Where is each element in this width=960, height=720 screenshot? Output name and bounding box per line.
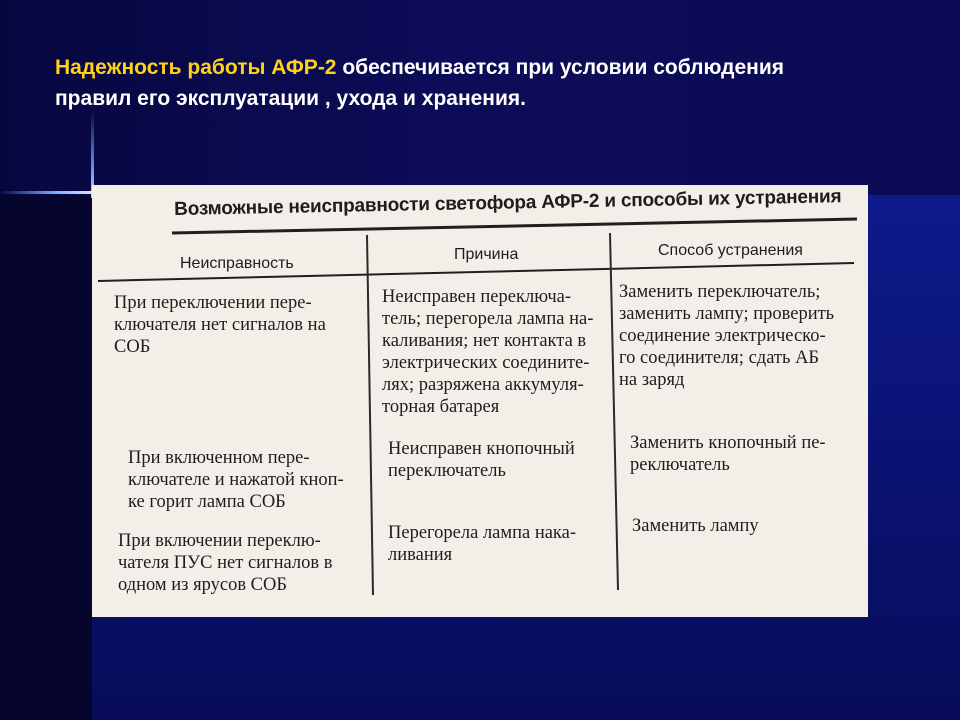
heading-highlight: Надежность работы АФР-2 <box>55 56 337 79</box>
cell-fault-2: При включенном пере- ключателе и нажатой кноп- ке горит лампа СОБ <box>128 448 344 512</box>
col-header-fault: Неисправность <box>180 255 294 272</box>
table-title: Возможные неисправности светофора АФР-2 и способы их устранения <box>174 186 842 220</box>
cell-fix-3: Заменить лампу <box>632 516 759 536</box>
scanned-table-image <box>92 185 868 617</box>
cell-cause-1: Неисправен переключа- тель; перегорела лампа на- каливания; нет контакта в электрических соедините- лях; разряжена аккумуля- торная батарея <box>382 287 594 417</box>
left-margin-band <box>0 195 92 720</box>
cell-cause-2: Неисправен кнопочный переключатель <box>388 439 575 481</box>
rule-top <box>172 219 857 233</box>
col-divider-1 <box>367 235 373 595</box>
slide-heading <box>55 52 915 114</box>
cell-cause-3: Перегорела лампа нака- ливания <box>388 523 577 565</box>
heading-line-2: правил его эксплуатации , ухода и хранения. <box>55 87 526 110</box>
col-header-fix: Способ устранения <box>658 242 803 259</box>
cell-fault-1: При переключении пере- ключателя нет сигналов на СОБ <box>114 293 326 357</box>
col-header-cause: Причина <box>454 246 519 263</box>
col-divider-2 <box>610 233 618 590</box>
heading-rest: обеспечивается при условии соблюдения <box>336 56 785 79</box>
cell-fix-2: Заменить кнопочный пе- реключатель <box>630 433 826 475</box>
cell-fix-1: Заменить переключатель; заменить лампу; проверить соединение электрическо- го соединителя; сдать АБ на заряд <box>619 282 835 390</box>
cell-fault-3: При включении переклю- чателя ПУС нет сигналов в одном из ярусов СОБ <box>118 531 333 595</box>
accent-line-horizontal <box>0 191 96 194</box>
